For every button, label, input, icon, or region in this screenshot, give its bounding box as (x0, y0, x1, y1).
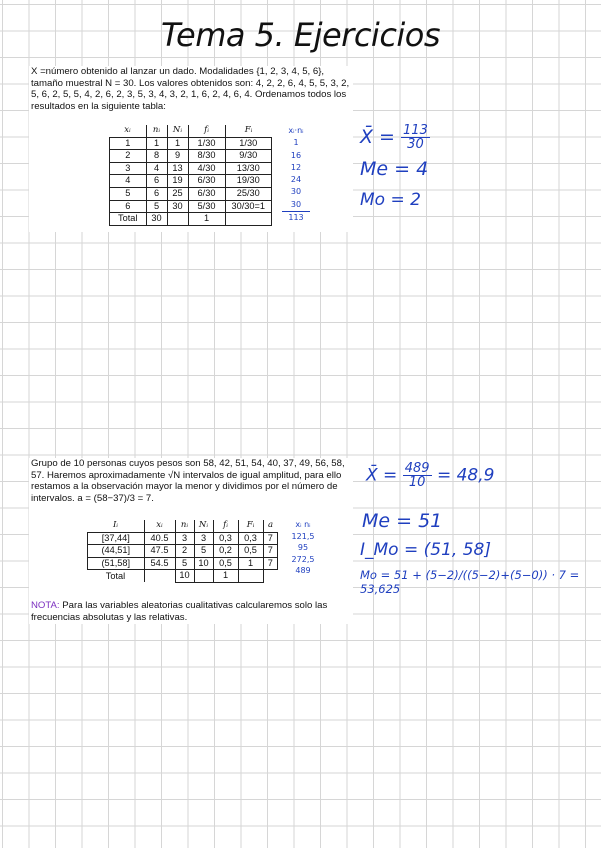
mode-2: Mo = 51 + (5−2)/((5−2)+(5−0)) · 7 = 53,625 (360, 568, 580, 596)
cell: 6/30 (188, 175, 225, 188)
mean-denominator: 30 (407, 137, 424, 152)
cell: 19 (167, 175, 188, 188)
cell: 6 (110, 200, 147, 213)
cell: 1 (188, 213, 225, 226)
cell: Total (110, 213, 147, 226)
cell: 13 (167, 162, 188, 175)
cell: [37,44] (88, 532, 145, 545)
cell: 8/30 (188, 150, 225, 163)
cell (263, 570, 278, 583)
header-cell: Iᵢ (88, 520, 145, 532)
modal-interval: I_Mo = (51, 58] (360, 540, 491, 560)
nota (29, 600, 353, 623)
mean-result: = 48,9 (436, 465, 495, 486)
mean-2 (366, 462, 494, 489)
cell: 2 (110, 150, 147, 163)
mean-fraction (403, 462, 432, 489)
hand-total: 489 (295, 566, 311, 575)
mean-numerator: 489 (404, 461, 430, 476)
table-row (110, 175, 272, 188)
hand-total: 113 (282, 211, 310, 224)
cell: 13/30 (225, 162, 272, 175)
cell: 10 (194, 557, 213, 570)
header-cell: Nᵢ (194, 520, 213, 532)
hand-header: xᵢ·nᵢ (288, 126, 304, 135)
cell (144, 570, 175, 583)
cell: 5 (175, 557, 194, 570)
median-1: Me = 4 (360, 158, 429, 180)
cell: 3 (110, 162, 147, 175)
cell: 1/30 (225, 137, 272, 150)
cell: 19/30 (225, 175, 272, 188)
cell: 47.5 (144, 545, 175, 558)
cell: (44,51] (88, 545, 145, 558)
handwritten-column-1 (276, 125, 316, 224)
hand-value: 272,5 (291, 554, 315, 564)
cell: 4 (110, 175, 147, 188)
cell: 6/30 (188, 187, 225, 200)
mean-1 (360, 124, 430, 151)
page-title: Tema 5. Ejercicios (160, 16, 441, 54)
exercise-1-text: X =número obtenido al lanzar un dado. Modalidades {1, 2, 3, 4, 5, 6}, tamaño muestral N = 30. Los valores obtenidos son: 4, 2, 2, 6, 4, 5, 5, 3, 2, 5, 6, 2, 5, 5, 4, 2, 6, 2, 3, 5, 3, 4, 3, 2, 1, 6, 2, 4, 6, 4. Ordenamos todos los resultados en la siguiente tabla: (31, 66, 350, 112)
cell: 9 (167, 150, 188, 163)
hand-value: 12 (290, 162, 302, 172)
cell: 0,3 (213, 532, 238, 545)
frequency-table-2 (87, 520, 278, 583)
hand-value: 30 (290, 187, 302, 197)
header-cell: xᵢ (144, 520, 175, 532)
cell: 25 (167, 187, 188, 200)
cell: 3 (194, 532, 213, 545)
table-row (110, 137, 272, 150)
cell: 4/30 (188, 162, 225, 175)
hand-value: 30 (290, 199, 302, 209)
table-row (110, 150, 272, 163)
cell: 2 (175, 545, 194, 558)
cell: 7 (263, 557, 278, 570)
header-cell: a (263, 520, 278, 532)
cell: 1 (238, 557, 263, 570)
mean-label: X̄ = (360, 126, 395, 148)
cell (238, 570, 263, 583)
handwritten-column-2 (286, 519, 320, 577)
cell (225, 213, 272, 226)
cell: 6 (146, 175, 167, 188)
hand-value: 16 (290, 150, 302, 160)
mode-1: Mo = 2 (360, 190, 421, 210)
nota-text: Para las variables aleatorias cualitativas calcularemos solo las frecuencias absolutas y las relativas. (31, 600, 328, 623)
hand-header: xᵢ nᵢ (295, 520, 311, 529)
cell: 5 (194, 545, 213, 558)
header-cell: nᵢ (146, 125, 167, 137)
cell: 7 (263, 545, 278, 558)
cell: 1/30 (188, 137, 225, 150)
cell: 0,5 (238, 545, 263, 558)
header-cell: nᵢ (175, 520, 194, 532)
mean-fraction (401, 124, 430, 151)
cell: 40.5 (144, 532, 175, 545)
cell: 3 (175, 532, 194, 545)
table-row (88, 557, 278, 570)
cell: 5/30 (188, 200, 225, 213)
table-total-row (110, 213, 272, 226)
header-cell: Fᵢ (225, 125, 272, 137)
hand-value: 95 (297, 543, 309, 552)
cell: 0,2 (213, 545, 238, 558)
hand-value: 121,5 (291, 531, 315, 541)
cell: 30/30=1 (225, 200, 272, 213)
cell: 1 (146, 137, 167, 150)
cell: 7 (263, 532, 278, 545)
exercise-2-text: Grupo de 10 personas cuyos pesos son 58, 42, 51, 54, 40, 37, 49, 56, 58, 57. Haremos aproximadamente √N intervalos de igual amplitud, para ello restamos a la observación mayor la menor y dividimos por el número de intervalos. a = (58−37)/3 = 7. (31, 458, 345, 504)
frequency-table-1 (109, 125, 272, 226)
table-row (88, 545, 278, 558)
cell: 30 (167, 200, 188, 213)
cell: 1 (167, 137, 188, 150)
cell: 25/30 (225, 187, 272, 200)
table-row (110, 187, 272, 200)
cell: 1 (213, 570, 238, 583)
cell: 54.5 (144, 557, 175, 570)
cell (167, 213, 188, 226)
cell: 8 (146, 150, 167, 163)
table-header-row (110, 125, 272, 137)
header-cell: Fᵢ (238, 520, 263, 532)
header-cell: xᵢ (110, 125, 147, 137)
table-row (88, 532, 278, 545)
hand-value: 24 (290, 175, 302, 185)
mean-denominator: 10 (408, 475, 426, 490)
table-total-row (88, 570, 278, 583)
cell (194, 570, 213, 583)
cell: (51,58] (88, 557, 145, 570)
cell: 0,3 (238, 532, 263, 545)
mean-label: X̄ = (366, 465, 398, 486)
cell: 5 (146, 200, 167, 213)
cell: 1 (110, 137, 147, 150)
cell: 4 (146, 162, 167, 175)
header-cell: fᵢ (188, 125, 225, 137)
median-2: Me = 51 (362, 510, 443, 532)
cell: 30 (146, 213, 167, 226)
header-cell: Nᵢ (167, 125, 188, 137)
mean-numerator: 113 (403, 123, 428, 138)
header-cell: fᵢ (213, 520, 238, 532)
table-header-row (88, 520, 278, 532)
table-row (110, 200, 272, 213)
nota-label: NOTA: (31, 600, 60, 611)
table-row (110, 162, 272, 175)
cell: 6 (146, 187, 167, 200)
cell: Total (105, 570, 126, 581)
cell: 9/30 (225, 150, 272, 163)
hand-value: 1 (293, 138, 299, 148)
cell: 10 (175, 570, 194, 583)
cell: 0,5 (213, 557, 238, 570)
cell: 5 (110, 187, 147, 200)
